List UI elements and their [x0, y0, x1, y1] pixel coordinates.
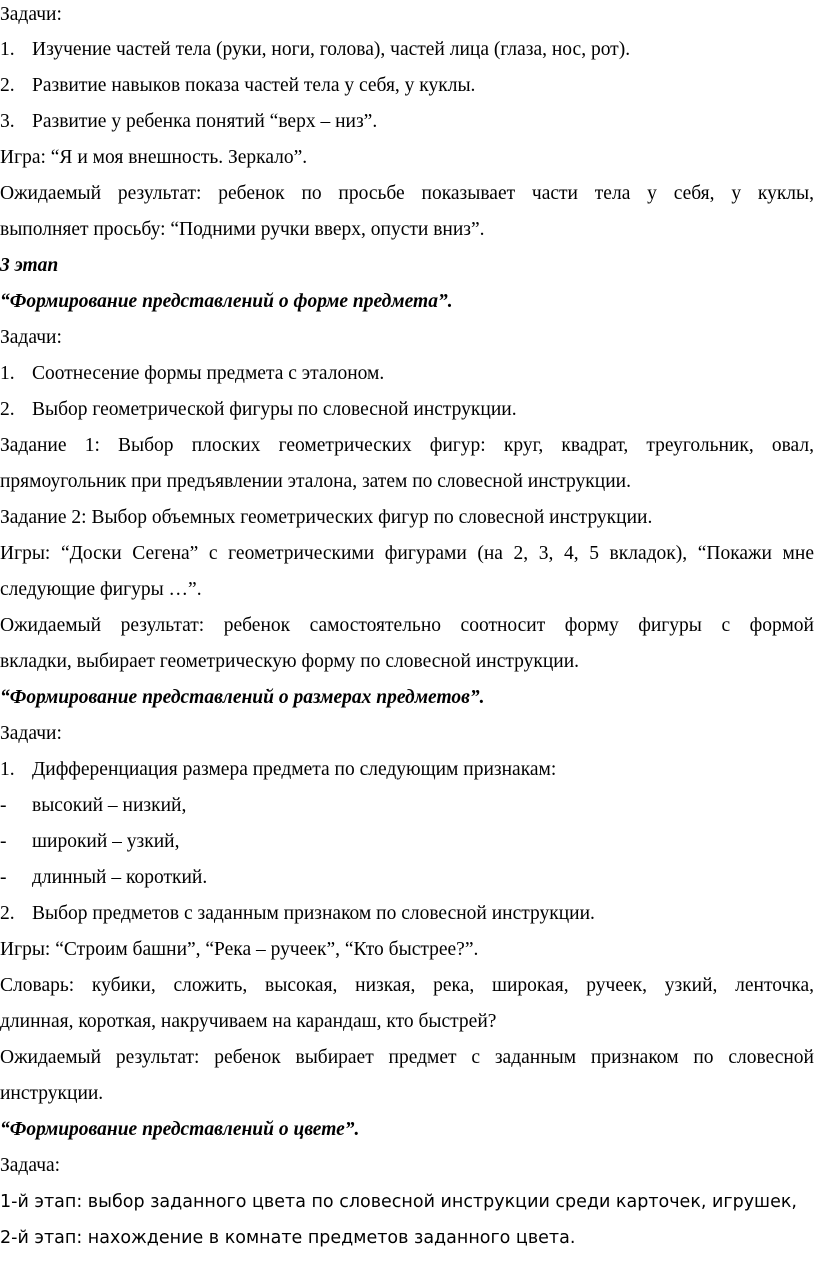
stage-line: 2-й этап: нахождение в комнате предметов заданного цвета.: [0, 1228, 576, 1248]
assignment-line: прямоугольник при предъявлении эталона, затем по словесной инструкции.: [0, 471, 631, 492]
list-item: - широкий – узкий,: [0, 831, 180, 852]
assignment-line: Задание 2: Выбор объемных геометрических фигур по словесной инструкции.: [0, 507, 653, 528]
tasks-heading-1: Задачи:: [0, 4, 62, 25]
assignment-line: Задание 1: Выбор плоских геометрических фигур: круг, квадрат, треугольник, овал,: [0, 435, 814, 456]
list-item: 1. Дифференциация размера предмета по следующим признакам:: [0, 759, 557, 780]
list-item: 2. Развитие навыков показа частей тела у себя, у куклы.: [0, 75, 476, 96]
section-heading-size: “Формирование представлений о размерах предметов”.: [0, 687, 485, 708]
game-line: Игры: “Строим башни”, “Река – ручеек”, “Кто быстрее?”.: [0, 939, 479, 960]
list-item: 3. Развитие у ребенка понятий “верх – низ”.: [0, 111, 378, 132]
list-item: - длинный – короткий.: [0, 867, 208, 888]
expected-result-line: вкладки, выбирает геометрическую форму по словесной инструкции.: [0, 651, 580, 672]
list-item: 1. Соотнесение формы предмета с эталоном.: [0, 363, 385, 384]
vocabulary-line: длинная, короткая, накручиваем на карандаш, кто быстрей?: [0, 1011, 497, 1032]
section-heading-shape: “Формирование представлений о форме предмета”.: [0, 291, 453, 312]
tasks-heading-2: Задачи:: [0, 327, 62, 348]
game-line: Игры: “Доски Сегена” с геометрическими фигурами (на 2, 3, 4, 5 вкладок), “Покажи мне: [0, 543, 814, 564]
list-item: 1. Изучение частей тела (руки, ноги, голова), частей лица (глаза, нос, рот).: [0, 39, 631, 60]
game-line: Игра: “Я и моя внешность. Зеркало”.: [0, 147, 308, 168]
expected-result-line: инструкции.: [0, 1083, 104, 1104]
task-heading: Задача:: [0, 1155, 61, 1176]
stage-line: 1-й этап: выбор заданного цвета по словесной инструкции среди карточек, игрушек,: [0, 1192, 797, 1212]
expected-result-line: Ожидаемый результат: ребенок выбирает предмет с заданным признаком по словесной: [0, 1047, 814, 1068]
expected-result-line: Ожидаемый результат: ребенок самостоятельно соотносит форму фигуры с формой: [0, 615, 814, 636]
expected-result-line: Ожидаемый результат: ребенок по просьбе показывает части тела у себя, у куклы,: [0, 183, 814, 204]
vocabulary-line: Словарь: кубики, сложить, высокая, низкая, река, широкая, ручеек, узкий, ленточка,: [0, 975, 814, 996]
stage-heading: 3 этап: [0, 255, 59, 276]
section-heading-color: “Формирование представлений о цвете”.: [0, 1119, 360, 1140]
list-item: 2. Выбор геометрической фигуры по словесной инструкции.: [0, 399, 517, 420]
game-line: следующие фигуры …”.: [0, 579, 202, 600]
expected-result-line: выполняет просьбу: “Подними ручки вверх, опусти вниз”.: [0, 219, 485, 240]
list-item: 2. Выбор предметов с заданным признаком по словесной инструкции.: [0, 903, 595, 924]
tasks-heading-3: Задачи:: [0, 723, 62, 744]
list-item: - высокий – низкий,: [0, 795, 187, 816]
